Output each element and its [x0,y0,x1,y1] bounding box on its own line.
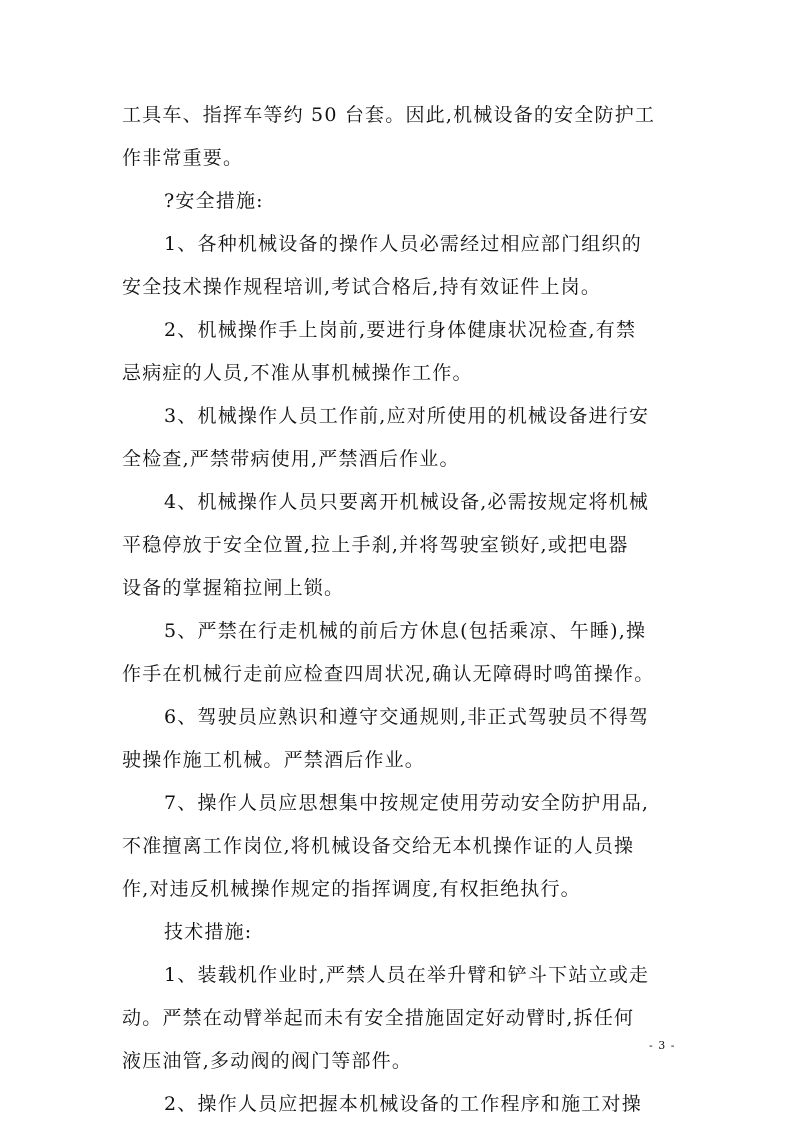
body-line: 全检查,严禁带病使用,严禁酒后作业。 [122,448,460,470]
body-line: 作,对违反机械操作规定的指挥调度,有权拒绝执行。 [122,878,581,900]
body-line: 不准擅离工作岗位,将机械设备交给无本机操作证的人员操 [122,835,635,857]
body-line: 工具车、指挥车等约 50 台套。因此,机械设备的安全防护工 [122,104,656,126]
body-line: 平稳停放于安全位置,拉上手刹,并将驾驶室锁好,或把电器 [122,534,629,556]
body-line: 1、装载机作业时,严禁人员在举升臂和铲斗下站立或走 [164,964,650,986]
body-line: 1、各种机械设备的操作人员必需经过相应部门组织的 [164,233,642,255]
body-line: 5、严禁在行走机械的前后方休息(包括乘凉、午睡),操 [164,620,647,642]
body-line: 6、驾驶员应熟识和遵守交通规则,非正式驾驶员不得驾 [164,706,650,728]
body-line: 2、机械操作手上岗前,要进行身体健康状况检查,有禁 [164,319,637,341]
body-line: 3、机械操作人员工作前,应对所使用的机械设备进行安 [164,405,650,427]
body-line: 液压油管,多动阀的阀门等部件。 [122,1050,413,1072]
body-line: 2、操作人员应把握本机械设备的工作程序和施工对操 [164,1093,642,1115]
body-line: 动。严禁在动臂举起而未有安全措施固定好动臂时,拆任何 [122,1007,635,1029]
body-line: 驶操作施工机械。严禁酒后作业。 [122,749,426,771]
section-heading-safety: ?安全措施: [164,190,264,212]
page-number: - 3 - [649,1039,676,1052]
body-line: 作手在机械行走前应检查四周状况,确认无障碍时鸣笛操作。 [122,663,655,685]
body-line: 设备的掌握箱拉闸上锁。 [122,577,345,599]
body-line: 7、操作人员应思想集中按规定使用劳动安全防护用品, [164,792,650,814]
body-line: 忌病症的人员,不准从事机械操作工作。 [122,362,473,384]
body-line: 作非常重要。 [122,147,244,169]
body-line: 4、机械操作人员只要离开机械设备,必需按规定将机械 [164,491,650,513]
body-line: 安全技术操作规程培训,考试合格后,持有效证件上岗。 [122,276,602,298]
section-heading-technical: 技术措施: [164,921,253,943]
